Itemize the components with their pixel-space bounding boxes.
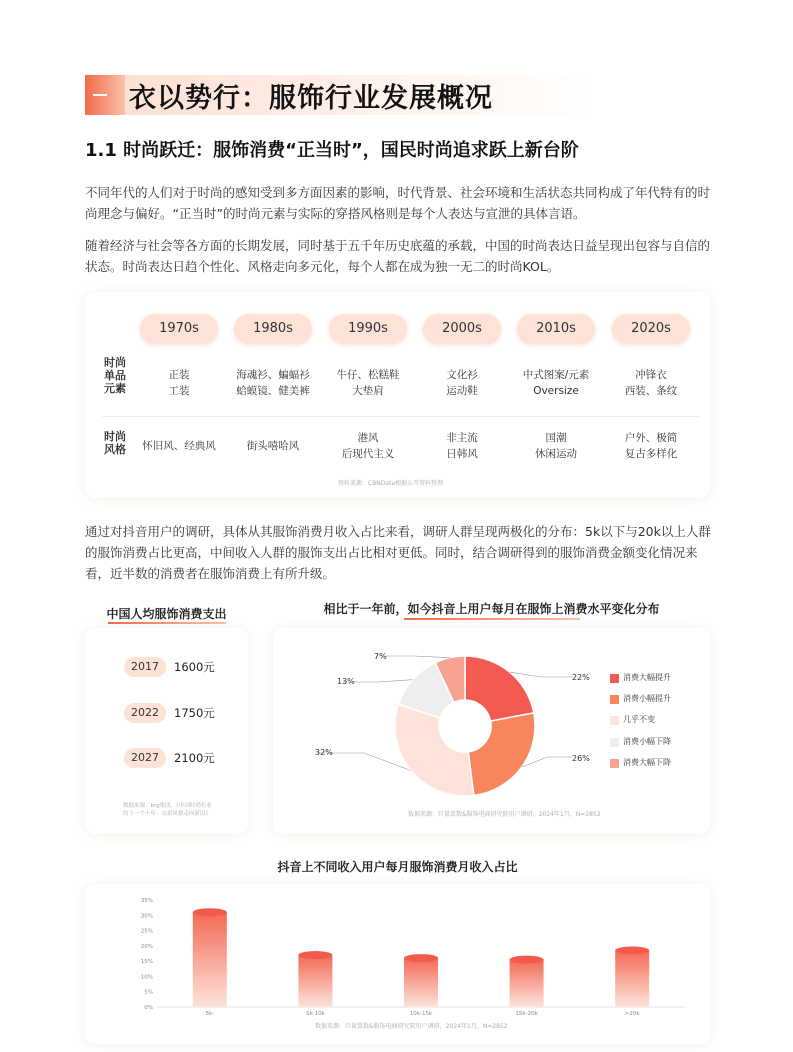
timeline-source: 资料来源：CBNData根据公开资料整理 — [338, 480, 444, 487]
year-pill: 2022 — [124, 703, 166, 723]
title-underline — [404, 618, 580, 620]
bar-top-0 — [193, 908, 227, 916]
bar-top-4 — [615, 946, 649, 954]
legend-swatch — [610, 695, 619, 704]
bar-3 — [510, 960, 544, 1007]
pct-label: 32% — [315, 748, 333, 757]
table-cell: 文化衫 运动鞋 — [446, 369, 478, 397]
y-tick-label: 35% — [140, 898, 153, 904]
donut-leader-line — [510, 672, 573, 677]
title-underline — [108, 622, 226, 624]
spend-value: 1750元 — [174, 706, 215, 720]
legend-swatch — [610, 759, 619, 768]
legend-swatch — [610, 716, 619, 725]
table-cell: 冲锋衣 西装、条纹 — [624, 369, 678, 397]
era-pill: 2010s — [517, 314, 595, 344]
donut-title: 相比于一年前，如今抖音上用户每月在服饰上消费水平变化分布 — [323, 602, 660, 616]
pct-label: 26% — [572, 754, 590, 763]
year-pill: 2017 — [124, 657, 166, 677]
table-cell: 怀旧风、经典风 — [142, 440, 216, 452]
donut-source: 数据来源：巨量算数&服饰电商研究院用户调研，2024年1月，N=2852 — [408, 811, 601, 818]
table-divider — [102, 416, 700, 417]
x-tick-label: 5k-10k — [305, 1011, 325, 1017]
spend-value: 2100元 — [174, 751, 215, 765]
y-tick-label: 25% — [140, 928, 153, 935]
paragraph-1: 不同年代的人们对于时尚的感知受到多方面因素的影响，时代背景、社会环境和生活状态共同构成了年代特有的时尚理念与偏好。“正当时”的时尚元素与实际的穿搭风格则是每个人表达与宣泄的具体言语。 — [85, 185, 711, 221]
table-cell: 街头嘻哈风 — [246, 440, 300, 452]
row-label-items: 时尚单品元素 — [104, 356, 126, 395]
legend-item: 消费大幅提升 — [610, 673, 671, 683]
x-tick-label: 10k-15k — [409, 1011, 433, 1017]
era-pill: 2000s — [423, 314, 501, 344]
era-pill: 1990s — [329, 314, 407, 344]
spend-value: 1600元 — [174, 660, 215, 674]
bar-4 — [615, 950, 649, 1007]
section-marker-icon — [85, 75, 125, 115]
legend-item: 消费小幅下降 — [610, 737, 671, 747]
donut-chart — [273, 628, 710, 834]
y-tick-label: 15% — [140, 959, 153, 966]
legend-swatch — [610, 674, 619, 683]
legend-item: 消费小幅提升 — [610, 694, 671, 704]
legend-item: 几乎不变 — [610, 715, 655, 725]
bar-top-1 — [298, 951, 332, 959]
era-pill: 2020s — [612, 314, 690, 344]
x-tick-label: 5k- — [205, 1011, 215, 1017]
x-tick-label: >20k — [624, 1011, 640, 1017]
bar-chart — [85, 884, 710, 1044]
table-cell: 非主流 日韩风 — [446, 432, 478, 460]
era-pill: 1970s — [140, 314, 218, 344]
spend-source-line-1: 数据来源：brg集团，《中国时尚行业 — [123, 803, 212, 809]
bar-top-3 — [510, 956, 544, 964]
table-cell: 中式图案/元素 Oversize — [522, 369, 590, 397]
y-tick-label: 20% — [140, 943, 153, 950]
table-cell: 牛仔、松糕鞋 大垫肩 — [336, 369, 400, 397]
x-tick-label: 15k-20k — [515, 1011, 538, 1017]
donut-slice-2 — [395, 704, 474, 796]
table-cell: 港风 后现代主义 — [341, 432, 395, 460]
table-cell: 海魂衫、蝙蝠衫 蛤蟆镜、健美裤 — [236, 369, 310, 397]
spend-source-line-2: 的下一个十年：衣着风格走向新旧》 — [123, 811, 212, 817]
donut-leader-line — [379, 656, 450, 658]
y-tick-label: 10% — [140, 974, 153, 981]
era-pill: 1980s — [234, 314, 312, 344]
row-label-style: 时尚风格 — [104, 430, 126, 456]
donut-slice-0 — [465, 656, 534, 721]
bar-title: 抖音上不同收入用户每月服饰消费月收入占比 — [277, 860, 518, 874]
y-tick-label: 0% — [144, 1005, 153, 1011]
bar-1 — [298, 955, 332, 1007]
table-cell: 国潮 休闲运动 — [535, 432, 577, 460]
subsection-title: 1.1 时尚跃迁：服饰消费“正当时”，国民时尚追求跃上新台阶 — [85, 140, 579, 161]
pct-label: 22% — [572, 673, 590, 682]
paragraph-2: 随着经济与社会等各方面的长期发展，同时基于五千年历史底蕴的承载，中国的时尚表达日益呈现出包容与自信的状态。时尚表达日趋个性化、风格走向多元化，每个人都在成为独一无二的时尚KOL。 — [85, 238, 711, 274]
section-title: 衣以势行：服饰行业发展概况 — [129, 82, 493, 114]
paragraph-3: 通过对抖音用户的调研，具体从其服饰消费月收入占比来看，调研人群呈现两极化的分布：5k以下与20k以上人群的服饰消费占比更高，中间收入人群的服饰支出占比相对更低。同时，结合调研得到的服饰消费金额变化情况来看，近半数的消费者在服饰消费上有所升级。 — [85, 524, 711, 581]
y-tick-label: 30% — [140, 913, 153, 920]
bar-2 — [404, 958, 438, 1007]
pct-label: 13% — [337, 677, 355, 686]
pct-label: 7% — [374, 652, 387, 661]
bar-0 — [193, 912, 227, 1007]
section-header — [85, 75, 493, 115]
year-pill: 2027 — [124, 748, 166, 768]
legend-swatch — [610, 738, 619, 747]
y-tick-label: 5% — [144, 989, 153, 996]
legend-item: 消费大幅下降 — [610, 758, 671, 768]
bar-source: 数据来源：巨量算数&服饰电商研究院用户调研，2024年1月，N=2852 — [315, 1023, 508, 1030]
donut-slice-1 — [468, 713, 535, 796]
bar-top-2 — [404, 954, 438, 962]
table-cell: 正装 工装 — [168, 369, 190, 397]
spend-title: 中国人均服饰消费支出 — [106, 607, 227, 621]
donut-leader-line — [522, 757, 573, 767]
table-cell: 户外、极简 复古多样化 — [624, 432, 678, 460]
